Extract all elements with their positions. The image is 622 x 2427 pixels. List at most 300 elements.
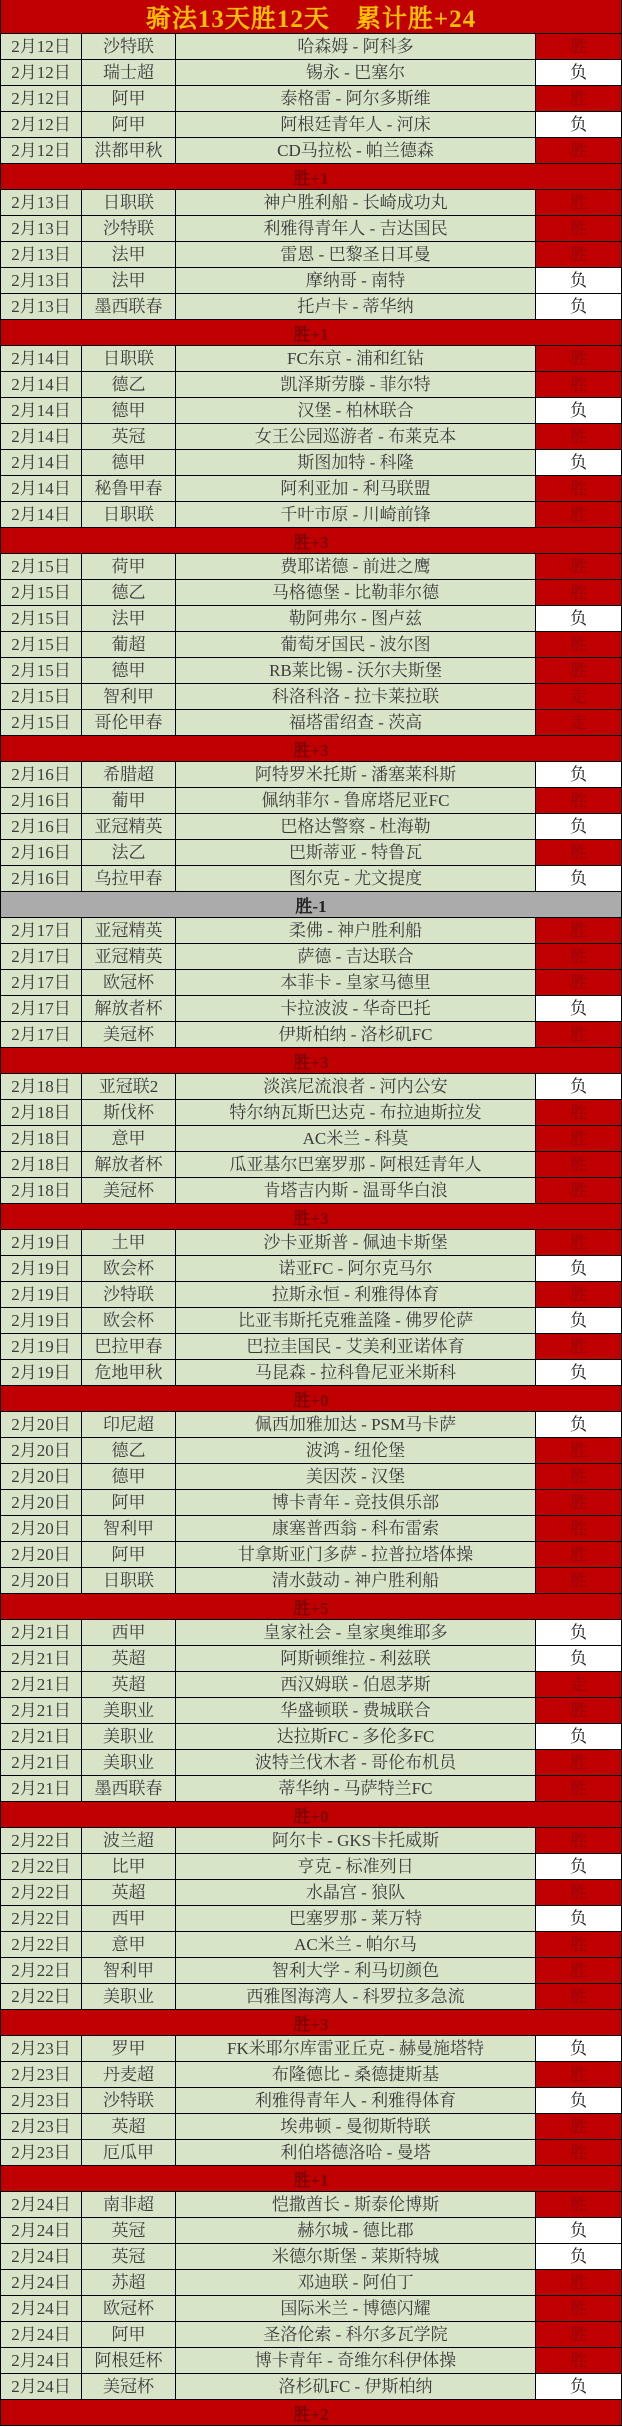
table-row — [1, 657, 621, 683]
date-cell: 2月23日 — [1, 2114, 82, 2139]
date-cell: 2月24日 — [1, 2218, 82, 2243]
date-cell: 2月20日 — [1, 1542, 82, 1567]
league-cell: 法乙 — [82, 840, 176, 865]
league-cell: 解放者杯 — [82, 996, 176, 1021]
date-cell: 2月21日 — [1, 1620, 82, 1645]
result-cell: 胜 — [536, 1178, 621, 1203]
match-cell: 波鸿 - 纽伦堡 — [176, 1438, 536, 1463]
result-cell: 胜 — [536, 840, 621, 865]
league-cell: 法甲 — [82, 268, 176, 293]
match-cell: 阿斯顿维拉 - 利兹联 — [176, 1646, 536, 1671]
result-cell: 负 — [536, 1906, 621, 1931]
day-summary-row — [1, 2009, 621, 2035]
table-row — [1, 501, 621, 527]
match-cell: 马昆森 - 拉科鲁尼亚米斯科 — [176, 1360, 536, 1385]
result-cell: 胜 — [536, 1464, 621, 1489]
date-cell: 2月24日 — [1, 2244, 82, 2269]
league-cell: 土甲 — [82, 1230, 176, 1255]
date-cell: 2月18日 — [1, 1100, 82, 1125]
match-cell: 斯图加特 - 科隆 — [176, 450, 536, 475]
league-cell: 苏超 — [82, 2270, 176, 2295]
date-cell: 2月16日 — [1, 840, 82, 865]
date-cell: 2月23日 — [1, 2062, 82, 2087]
result-cell: 胜 — [536, 476, 621, 501]
date-cell: 2月23日 — [1, 2140, 82, 2165]
table-row — [1, 917, 621, 943]
match-cell: 费耶诺德 - 前进之鹰 — [176, 554, 536, 579]
date-cell: 2月23日 — [1, 2036, 82, 2061]
table-row — [1, 2087, 621, 2113]
result-cell: 胜 — [536, 2114, 621, 2139]
day-summary-label: 胜+1 — [293, 325, 329, 344]
match-cell: 埃弗顿 - 曼彻斯特联 — [176, 2114, 536, 2139]
date-cell: 2月21日 — [1, 1672, 82, 1697]
day-summary-row — [1, 1047, 621, 1073]
result-cell: 胜 — [536, 1776, 621, 1801]
result-cell: 胜 — [536, 502, 621, 527]
date-cell: 2月16日 — [1, 762, 82, 787]
match-cell: 赫尔城 - 德比郡 — [176, 2218, 536, 2243]
table-row — [1, 865, 621, 891]
date-cell: 2月15日 — [1, 580, 82, 605]
table-row — [1, 241, 621, 267]
league-cell: 西甲 — [82, 1906, 176, 1931]
date-cell: 2月18日 — [1, 1126, 82, 1151]
match-cell: 恺撒酋长 - 斯泰伦博斯 — [176, 2192, 536, 2217]
date-cell: 2月22日 — [1, 1958, 82, 1983]
match-cell: 柔佛 - 神户胜利船 — [176, 918, 536, 943]
date-cell: 2月19日 — [1, 1360, 82, 1385]
league-cell: 英超 — [82, 2114, 176, 2139]
result-cell: 负 — [536, 2244, 621, 2269]
match-cell: 摩纳哥 - 南特 — [176, 268, 536, 293]
result-cell: 负 — [536, 1412, 621, 1437]
league-cell: 印尼超 — [82, 1412, 176, 1437]
match-cell: 智利大学 - 利马切颜色 — [176, 1958, 536, 1983]
result-cell: 胜 — [536, 1490, 621, 1515]
league-cell: 美冠杯 — [82, 1022, 176, 1047]
league-cell: 葡超 — [82, 632, 176, 657]
table-row — [1, 2243, 621, 2269]
league-cell: 智利甲 — [82, 1516, 176, 1541]
result-cell: 胜 — [536, 1828, 621, 1853]
match-cell: 阿特罗米托斯 - 潘塞莱科斯 — [176, 762, 536, 787]
match-cell: 博卡青年 - 竞技俱乐部 — [176, 1490, 536, 1515]
league-cell: 法甲 — [82, 242, 176, 267]
table-row — [1, 85, 621, 111]
result-cell: 负 — [536, 60, 621, 85]
match-cell: 阿根廷青年人 - 河床 — [176, 112, 536, 137]
date-cell: 2月20日 — [1, 1412, 82, 1437]
table-row — [1, 1229, 621, 1255]
match-cell: 水晶宫 - 狼队 — [176, 1880, 536, 1905]
result-cell: 胜 — [536, 1438, 621, 1463]
match-cell: 比亚韦斯托克雅盖隆 - 佛罗伦萨 — [176, 1308, 536, 1333]
league-cell: 荷甲 — [82, 554, 176, 579]
day-summary-row — [1, 319, 621, 345]
table-row — [1, 1463, 621, 1489]
date-cell: 2月22日 — [1, 1880, 82, 1905]
match-cell: 托卢卡 - 蒂华纳 — [176, 294, 536, 319]
result-cell: 胜 — [536, 1282, 621, 1307]
date-cell: 2月20日 — [1, 1516, 82, 1541]
league-cell: 英冠 — [82, 2218, 176, 2243]
table-row — [1, 2373, 621, 2399]
match-cell: 利雅得青年人 - 利雅得体育 — [176, 2088, 536, 2113]
day-summary-row — [1, 1385, 621, 1411]
match-cell: 康塞普西翁 - 科布雷索 — [176, 1516, 536, 1541]
date-cell: 2月19日 — [1, 1334, 82, 1359]
league-cell: 解放者杯 — [82, 1152, 176, 1177]
date-cell: 2月14日 — [1, 502, 82, 527]
date-cell: 2月12日 — [1, 86, 82, 111]
league-cell: 哥伦甲春 — [82, 710, 176, 735]
league-cell: 英超 — [82, 1646, 176, 1671]
league-cell: 法甲 — [82, 606, 176, 631]
date-cell: 2月24日 — [1, 2192, 82, 2217]
result-cell: 负 — [536, 398, 621, 423]
match-cell: 巴拉圭国民 - 艾美利亚诺体育 — [176, 1334, 536, 1359]
table-row — [1, 1983, 621, 2009]
date-cell: 2月21日 — [1, 1776, 82, 1801]
league-cell: 阿甲 — [82, 86, 176, 111]
table-row — [1, 1021, 621, 1047]
league-cell: 美职业 — [82, 1724, 176, 1749]
league-cell: 墨西联春 — [82, 294, 176, 319]
table-row — [1, 1307, 621, 1333]
league-cell: 危地甲秋 — [82, 1360, 176, 1385]
result-cell: 胜 — [536, 242, 621, 267]
table-row — [1, 189, 621, 215]
day-summary-row — [1, 527, 621, 553]
day-summary-row — [1, 2399, 621, 2425]
result-cell: 胜 — [536, 86, 621, 111]
result-cell: 胜 — [536, 2192, 621, 2217]
day-summary-label: 胜+3 — [293, 741, 329, 760]
date-cell: 2月14日 — [1, 424, 82, 449]
date-cell: 2月22日 — [1, 1932, 82, 1957]
table-row — [1, 2347, 621, 2373]
league-cell: 乌拉甲春 — [82, 866, 176, 891]
match-cell: 神户胜利船 - 长崎成功丸 — [176, 190, 536, 215]
date-cell: 2月17日 — [1, 918, 82, 943]
league-cell: 阿甲 — [82, 112, 176, 137]
table-row — [1, 1073, 621, 1099]
table-row — [1, 813, 621, 839]
result-cell: 胜 — [536, 918, 621, 943]
league-cell: 秘鲁甲春 — [82, 476, 176, 501]
match-cell: 亨克 - 标准列日 — [176, 1854, 536, 1879]
league-cell: 德甲 — [82, 658, 176, 683]
date-cell: 2月24日 — [1, 2374, 82, 2399]
table-row — [1, 2061, 621, 2087]
date-cell: 2月14日 — [1, 398, 82, 423]
result-cell: 胜 — [536, 424, 621, 449]
match-cell: 佩西加雅加达 - PSM马卡萨 — [176, 1412, 536, 1437]
league-cell: 美冠杯 — [82, 2374, 176, 2399]
date-cell: 2月20日 — [1, 1464, 82, 1489]
match-cell: 清水鼓动 - 神户胜利船 — [176, 1568, 536, 1593]
league-cell: 罗甲 — [82, 2036, 176, 2061]
league-cell: 沙特联 — [82, 34, 176, 59]
league-cell: 希腊超 — [82, 762, 176, 787]
match-cell: 国际米兰 - 博德闪耀 — [176, 2296, 536, 2321]
table-row — [1, 1931, 621, 1957]
match-cell: 博卡青年 - 奇维尔科伊体操 — [176, 2348, 536, 2373]
match-cell: 汉堡 - 柏林联合 — [176, 398, 536, 423]
league-cell: 阿根廷杯 — [82, 2348, 176, 2373]
league-cell: 比甲 — [82, 1854, 176, 1879]
match-cell: 泰格雷 - 阿尔多斯维 — [176, 86, 536, 111]
result-cell: 负 — [536, 1854, 621, 1879]
date-cell: 2月21日 — [1, 1724, 82, 1749]
table-row — [1, 1853, 621, 1879]
result-cell: 胜 — [536, 554, 621, 579]
table-row — [1, 943, 621, 969]
match-cell: 利伯塔德洛哈 - 曼塔 — [176, 2140, 536, 2165]
result-cell: 负 — [536, 1646, 621, 1671]
result-cell: 胜 — [536, 658, 621, 683]
league-cell: 意甲 — [82, 1126, 176, 1151]
table-row — [1, 605, 621, 631]
match-cell: 布隆德比 - 桑德捷斯基 — [176, 2062, 536, 2087]
date-cell: 2月12日 — [1, 34, 82, 59]
league-cell: 沙特联 — [82, 2088, 176, 2113]
table-row — [1, 1567, 621, 1593]
table-row — [1, 1437, 621, 1463]
match-cell: 图尔克 - 尤文提度 — [176, 866, 536, 891]
league-cell: 智利甲 — [82, 1958, 176, 1983]
result-cell: 胜 — [536, 1542, 621, 1567]
table-row — [1, 1749, 621, 1775]
table-row — [1, 1099, 621, 1125]
match-cell: 利雅得青年人 - 吉达国民 — [176, 216, 536, 241]
result-cell: 胜 — [536, 1984, 621, 2009]
league-cell: 德甲 — [82, 1464, 176, 1489]
table-row — [1, 1541, 621, 1567]
table-row — [1, 1515, 621, 1541]
match-cell: RB莱比锡 - 沃尔夫斯堡 — [176, 658, 536, 683]
result-cell: 负 — [536, 294, 621, 319]
day-summary-row — [1, 735, 621, 761]
league-cell: 英超 — [82, 1672, 176, 1697]
result-cell: 负 — [536, 268, 621, 293]
league-cell: 日职联 — [82, 190, 176, 215]
result-cell: 负 — [536, 2036, 621, 2061]
match-cell: 特尔纳瓦斯巴达克 - 布拉迪斯拉发 — [176, 1100, 536, 1125]
table-row — [1, 397, 621, 423]
result-cell: 胜 — [536, 2296, 621, 2321]
table-row — [1, 2321, 621, 2347]
day-summary-row — [1, 2165, 621, 2191]
date-cell: 2月24日 — [1, 2322, 82, 2347]
result-cell: 负 — [536, 996, 621, 1021]
league-cell: 意甲 — [82, 1932, 176, 1957]
league-cell: 沙特联 — [82, 216, 176, 241]
result-cell: 负 — [536, 2374, 621, 2399]
match-cell: 拉斯永恒 - 利雅得体育 — [176, 1282, 536, 1307]
table-row — [1, 2139, 621, 2165]
match-cell: 阿利亚加 - 利马联盟 — [176, 476, 536, 501]
result-cell: 胜 — [536, 2140, 621, 2165]
match-cell: 淡滨尼流浪者 - 河内公安 — [176, 1074, 536, 1099]
match-cell: 佩纳菲尔 - 鲁席塔尼亚FC — [176, 788, 536, 813]
result-cell: 负 — [536, 1620, 621, 1645]
result-cell: 胜 — [536, 1932, 621, 1957]
match-cell: 伊斯柏纳 - 洛杉矶FC — [176, 1022, 536, 1047]
result-cell: 走 — [536, 1672, 621, 1697]
league-cell: 日职联 — [82, 1568, 176, 1593]
result-cell: 胜 — [536, 1126, 621, 1151]
league-cell: 欧会杯 — [82, 1308, 176, 1333]
date-cell: 2月14日 — [1, 450, 82, 475]
result-cell: 胜 — [536, 1516, 621, 1541]
date-cell: 2月16日 — [1, 866, 82, 891]
table-row — [1, 709, 621, 735]
match-cell: 美因茨 - 汉堡 — [176, 1464, 536, 1489]
date-cell: 2月24日 — [1, 2296, 82, 2321]
result-cell: 胜 — [536, 944, 621, 969]
result-cell: 胜 — [536, 1750, 621, 1775]
table-row — [1, 761, 621, 787]
result-cell: 负 — [536, 762, 621, 787]
match-cell: 诺亚FC - 阿尔克马尔 — [176, 1256, 536, 1281]
table-row — [1, 1671, 621, 1697]
table-row — [1, 1359, 621, 1385]
table-row — [1, 1333, 621, 1359]
match-cell: 蒂华纳 - 马萨特兰FC — [176, 1776, 536, 1801]
result-cell: 胜 — [536, 632, 621, 657]
league-cell: 德甲 — [82, 450, 176, 475]
date-cell: 2月12日 — [1, 112, 82, 137]
match-cell: 雷恩 - 巴黎圣日耳曼 — [176, 242, 536, 267]
date-cell: 2月13日 — [1, 294, 82, 319]
league-cell: 美冠杯 — [82, 1178, 176, 1203]
league-cell: 亚冠精英 — [82, 918, 176, 943]
date-cell: 2月24日 — [1, 2270, 82, 2295]
match-cell: 邓迪联 - 阿伯丁 — [176, 2270, 536, 2295]
date-cell: 2月21日 — [1, 1750, 82, 1775]
date-cell: 2月17日 — [1, 944, 82, 969]
match-cell: 皇家社会 - 皇家奥维耶多 — [176, 1620, 536, 1645]
league-cell: 美职业 — [82, 1750, 176, 1775]
result-cell: 负 — [536, 1724, 621, 1749]
day-summary-label: 胜+3 — [293, 1053, 329, 1072]
league-cell: 英超 — [82, 1880, 176, 1905]
league-cell: 欧会杯 — [82, 1256, 176, 1281]
table-row — [1, 1879, 621, 1905]
result-cell: 胜 — [536, 346, 621, 371]
date-cell: 2月16日 — [1, 788, 82, 813]
match-cell: 福塔雷绍查 - 茨高 — [176, 710, 536, 735]
result-cell: 负 — [536, 112, 621, 137]
match-cell: 西雅图海湾人 - 科罗拉多急流 — [176, 1984, 536, 2009]
date-cell: 2月12日 — [1, 138, 82, 163]
table-row — [1, 1151, 621, 1177]
date-cell: 2月20日 — [1, 1438, 82, 1463]
date-cell: 2月15日 — [1, 684, 82, 709]
match-cell: 勒阿弗尔 - 图卢兹 — [176, 606, 536, 631]
table-row — [1, 59, 621, 85]
match-cell: 本菲卡 - 皇家马德里 — [176, 970, 536, 995]
table-row — [1, 449, 621, 475]
date-cell: 2月13日 — [1, 268, 82, 293]
league-cell: 亚冠精英 — [82, 944, 176, 969]
league-cell: 德乙 — [82, 1438, 176, 1463]
match-cell: 阿尔卡 - GKS卡托威斯 — [176, 1828, 536, 1853]
table-row — [1, 839, 621, 865]
league-cell: 波兰超 — [82, 1828, 176, 1853]
day-summary-label: 胜-1 — [295, 897, 327, 916]
table-row — [1, 1177, 621, 1203]
league-cell: 日职联 — [82, 346, 176, 371]
result-cell: 胜 — [536, 372, 621, 397]
match-cell: 马格德堡 - 比勒菲尔德 — [176, 580, 536, 605]
date-cell: 2月22日 — [1, 1906, 82, 1931]
date-cell: 2月23日 — [1, 2088, 82, 2113]
date-cell: 2月15日 — [1, 554, 82, 579]
match-cell: 沙卡亚斯普 - 佩迪卡斯堡 — [176, 1230, 536, 1255]
date-cell: 2月16日 — [1, 814, 82, 839]
league-cell: 阿甲 — [82, 1542, 176, 1567]
date-cell: 2月18日 — [1, 1178, 82, 1203]
table-row — [1, 1697, 621, 1723]
table-row — [1, 553, 621, 579]
result-cell: 胜 — [536, 190, 621, 215]
table-row — [1, 683, 621, 709]
result-cell: 胜 — [536, 34, 621, 59]
date-cell: 2月15日 — [1, 658, 82, 683]
table-row — [1, 2113, 621, 2139]
match-cell: 科洛科洛 - 拉卡莱拉联 — [176, 684, 536, 709]
day-summary-label: 胜+5 — [293, 1599, 329, 1618]
date-cell: 2月21日 — [1, 1646, 82, 1671]
table-row — [1, 33, 621, 59]
date-cell: 2月15日 — [1, 632, 82, 657]
table-row — [1, 969, 621, 995]
date-cell: 2月13日 — [1, 216, 82, 241]
league-cell: 阿甲 — [82, 2322, 176, 2347]
date-cell: 2月21日 — [1, 1698, 82, 1723]
day-summary-label: 胜+0 — [293, 1391, 329, 1410]
result-cell: 胜 — [536, 580, 621, 605]
table-row — [1, 423, 621, 449]
table-row — [1, 631, 621, 657]
day-summary-label: 胜+3 — [293, 533, 329, 552]
match-cell: AC米兰 - 科莫 — [176, 1126, 536, 1151]
league-cell: 英冠 — [82, 424, 176, 449]
match-cell: 千叶市原 - 川崎前锋 — [176, 502, 536, 527]
day-summary-label: 胜+0 — [293, 1807, 329, 1826]
result-cell: 胜 — [536, 1958, 621, 1983]
result-cell: 胜 — [536, 2062, 621, 2087]
table-row — [1, 1281, 621, 1307]
league-cell: 墨西联春 — [82, 1776, 176, 1801]
league-cell: 亚冠联2 — [82, 1074, 176, 1099]
table-row — [1, 2217, 621, 2243]
table-row — [1, 1645, 621, 1671]
date-cell: 2月17日 — [1, 1022, 82, 1047]
date-cell: 2月20日 — [1, 1568, 82, 1593]
match-cell: 萨德 - 吉达联合 — [176, 944, 536, 969]
table-row — [1, 995, 621, 1021]
date-cell: 2月12日 — [1, 60, 82, 85]
match-cell: FK米耶尔库雷亚丘克 - 赫曼施塔特 — [176, 2036, 536, 2061]
league-cell: 瑞士超 — [82, 60, 176, 85]
result-cell: 负 — [536, 2088, 621, 2113]
result-cell: 胜 — [536, 138, 621, 163]
match-cell: 西汉姆联 - 伯恩茅斯 — [176, 1672, 536, 1697]
